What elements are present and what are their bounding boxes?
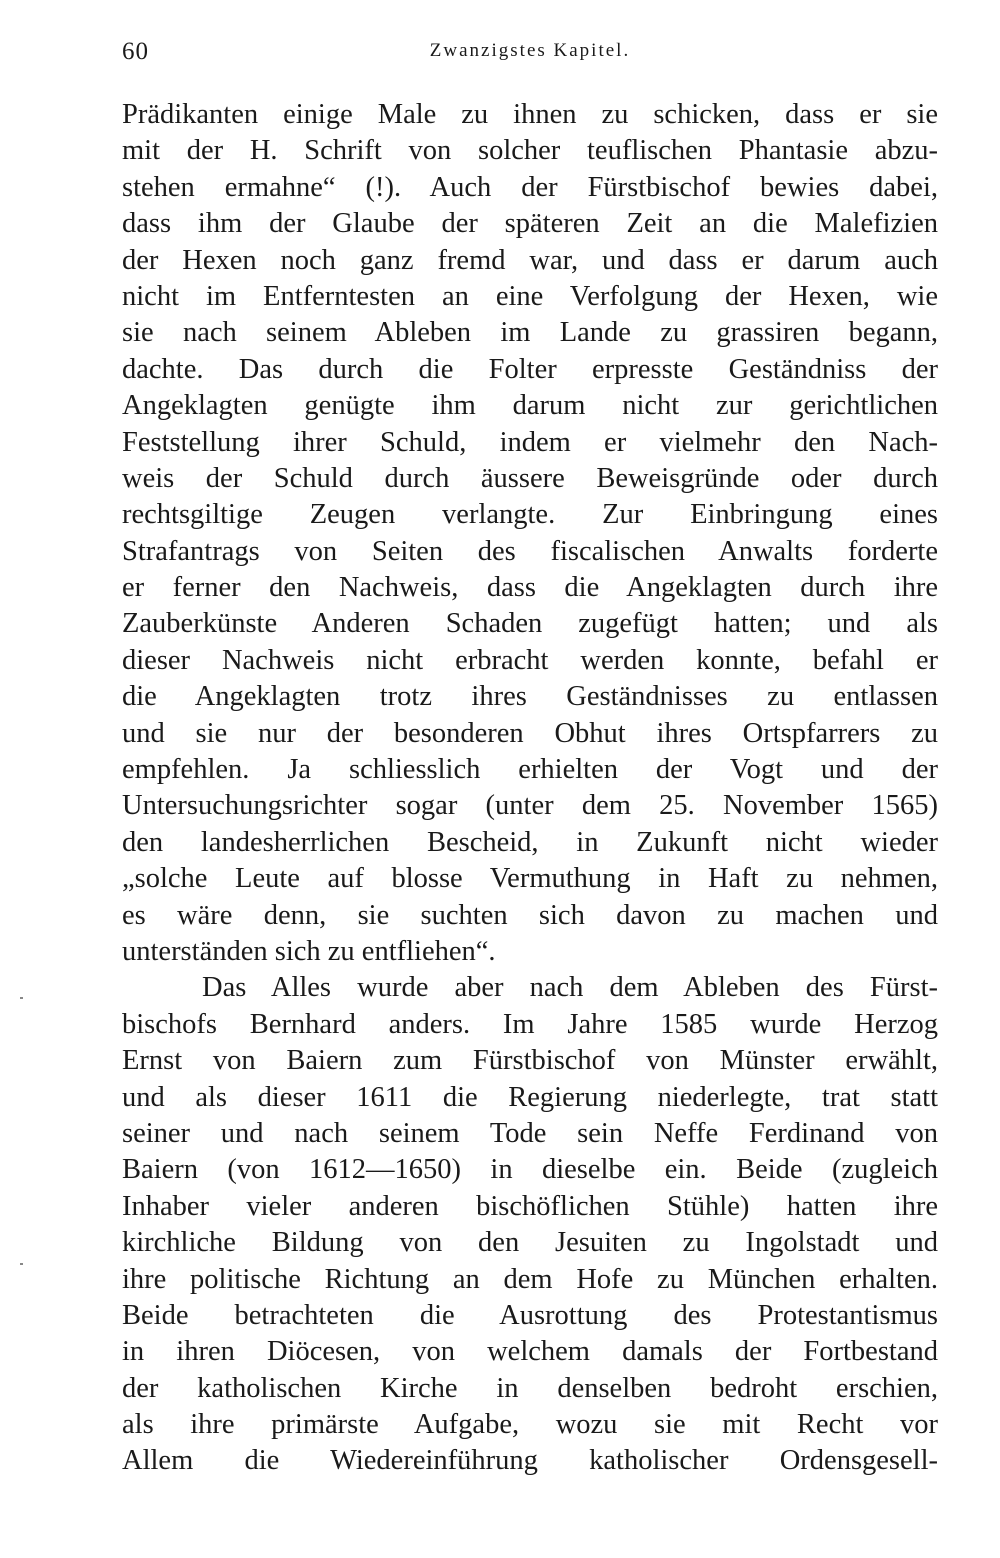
scan-speck: [20, 1263, 23, 1265]
text-line: ihre politische Richtung an dem Hofe zu München erhalten.: [122, 1263, 938, 1295]
text-line: Angeklagten genügte ihm darum nicht zur gerichtlichen: [122, 390, 938, 422]
page-number: 60: [122, 38, 149, 65]
paragraph-1: [122, 97, 938, 970]
text-line: Zauberkünste Anderen Schaden zugefügt hatten; und als: [122, 608, 938, 640]
text-line: mit der H. Schrift von solcher teuflischen Phantasie abzu-: [122, 135, 938, 167]
text-line: Baiern (von 1612—1650) in dieselbe ein. Beide (zugleich: [122, 1154, 938, 1186]
page-header: [122, 38, 938, 68]
body-text: [122, 97, 938, 1480]
text-line: als ihre primärste Aufgabe, wozu sie mit Recht vor: [122, 1409, 938, 1441]
text-line: Prädikanten einige Male zu ihnen zu schicken, dass er sie: [122, 99, 938, 130]
text-line: der katholischen Kirche in denselben bedroht erschien,: [122, 1372, 938, 1404]
text-line: weis der Schuld durch äussere Beweisgründe oder durch: [122, 462, 938, 494]
text-line: dass ihm der Glaube der späteren Zeit an die Malefizien: [122, 208, 938, 240]
text-line: und als dieser 1611 die Regierung niederlegte, trat statt: [122, 1081, 938, 1113]
text-line: Das Alles wurde aber nach dem Ableben des Fürst-: [202, 972, 938, 1004]
text-line: nicht im Entferntesten an eine Verfolgung der Hexen, wie: [122, 280, 938, 312]
text-line: den landesherrlichen Bescheid, in Zukunft nicht wieder: [122, 826, 938, 858]
text-line: sie nach seinem Ableben im Lande zu grassiren begann,: [122, 317, 938, 349]
text-line: der Hexen noch ganz fremd war, und dass er darum auch: [122, 244, 938, 276]
text-line: empfehlen. Ja schliesslich erhielten der Vogt und der: [122, 754, 938, 786]
text-line: es wäre denn, sie suchten sich davon zu machen und: [122, 899, 938, 931]
text-line: dachte. Das durch die Folter erpresste Geständniss der: [122, 353, 938, 385]
text-line: Ernst von Baiern zum Fürstbischof von Münster erwählt,: [122, 1045, 938, 1077]
text-line: dieser Nachweis nicht erbracht werden konnte, befahl er: [122, 644, 938, 676]
text-line: rechtsgiltige Zeugen verlangte. Zur Einbringung eines: [122, 499, 938, 531]
text-line: stehen ermahne“ (!). Auch der Fürstbischof bewies dabei,: [122, 171, 938, 203]
text-line: bischofs Bernhard anders. Im Jahre 1585 wurde Herzog: [122, 1008, 938, 1040]
text-line: Feststellung ihrer Schuld, indem er vielmehr den Nach-: [122, 426, 938, 458]
text-line: Untersuchungsrichter sogar (unter dem 25. November 1565): [122, 790, 938, 822]
text-line: unterständen sich zu entfliehen“.: [122, 935, 496, 967]
text-line: die Angeklagten trotz ihres Geständnisses zu entlassen: [122, 681, 938, 713]
text-line: seiner und nach seinem Tode sein Neffe Ferdinand von: [122, 1117, 938, 1149]
text-line: er ferner den Nachweis, dass die Angeklagten durch ihre: [122, 572, 938, 604]
text-line: und sie nur der besonderen Obhut ihres Ortspfarrers zu: [122, 717, 938, 749]
text-line: Allem die Wiedereinführung katholischer Ordensgesell-: [122, 1445, 938, 1477]
text-line: Inhaber vieler anderen bischöflichen Stühle) hatten ihre: [122, 1190, 938, 1222]
text-line: in ihren Diöcesen, von welchem damals der Fortbestand: [122, 1336, 938, 1368]
text-line: „solche Leute auf blosse Vermuthung in Haft zu nehmen,: [122, 863, 938, 895]
text-line: Beide betrachteten die Ausrottung des Protestantismus: [122, 1299, 938, 1331]
scan-speck: [20, 997, 23, 999]
text-line: kirchliche Bildung von den Jesuiten zu Ingolstadt und: [122, 1227, 938, 1259]
running-head: Zwanzigstes Kapitel.: [429, 40, 631, 61]
paragraph-2: [122, 970, 938, 1479]
text-line: Strafantrags von Seiten des fiscalischen Anwalts forderte: [122, 535, 938, 567]
